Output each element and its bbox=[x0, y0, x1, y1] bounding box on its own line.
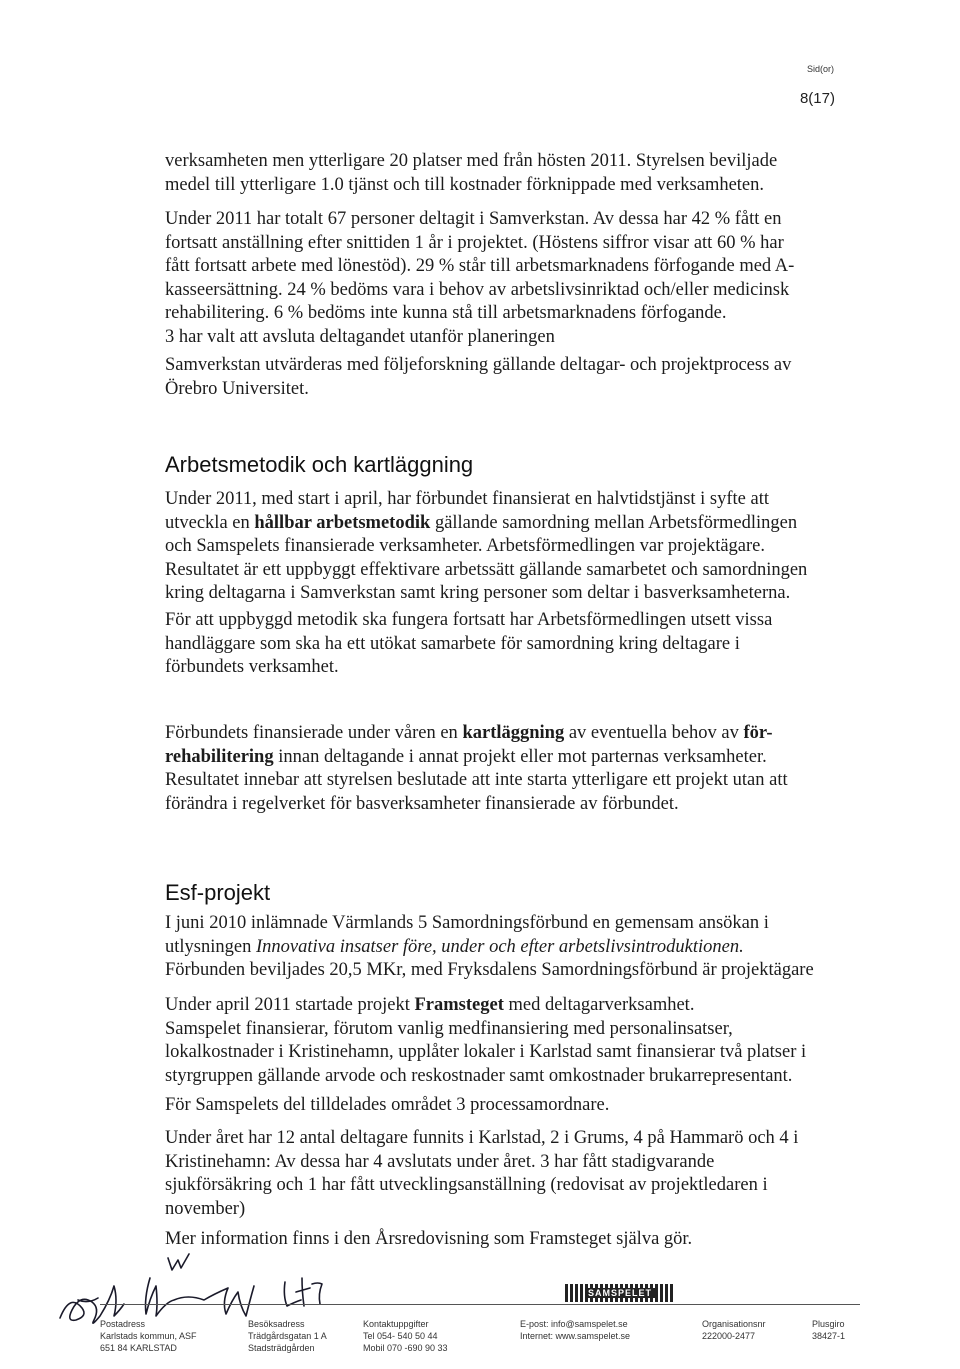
text-line bbox=[165, 722, 845, 746]
text-line: rehabilitering. 6 % bedöms inte kunna stå till arbetsmarknadens förfogande. bbox=[165, 303, 727, 323]
bold-term: Framsteget bbox=[414, 995, 504, 1015]
text-line bbox=[165, 936, 845, 960]
text-line: fortsatt anställning efter snittiden 1 år i projektet. (Höstens siffror visar att 60 % har bbox=[165, 232, 784, 253]
text-segment: gällande samordning mellan Arbetsförmedlingen bbox=[430, 512, 798, 533]
footer-value: Trädgårdsgatan 1 A bbox=[248, 1331, 327, 1341]
text-line: För att uppbyggd metodik ska fungera fortsatt har Arbetsförmedlingen utsett vissa bbox=[165, 610, 773, 630]
bold-term: hållbar arbetsmetodik bbox=[254, 512, 431, 533]
footer-value: Stadsträdgården bbox=[248, 1343, 315, 1353]
footer-label: Besöksadress bbox=[248, 1319, 305, 1329]
text-line: verksamheten men ytterligare 20 platser med från hösten 2011. Styrelsen beviljade bbox=[165, 151, 778, 171]
footer-value: 38427-1 bbox=[812, 1331, 846, 1341]
footer-website: Internet: www.samspelet.se bbox=[520, 1331, 631, 1341]
text-line: Mer information finns i den Årsredovisning som Framsteget själva gör. bbox=[165, 1229, 693, 1249]
text-line: Under året har 12 antal deltagare funnits i Karlstad, 2 i Grums, 4 på Hammarö och 4 i bbox=[165, 1128, 799, 1148]
text-line bbox=[165, 512, 845, 536]
handwritten-signatures bbox=[30, 1248, 360, 1328]
bold-term: kartläggning bbox=[462, 723, 565, 743]
intro-paragraph bbox=[165, 150, 845, 197]
footer-label: Postadress bbox=[100, 1319, 146, 1329]
italic-title: Innovativa insatser före, under och efter arbetslivsintroduktionen. bbox=[255, 936, 744, 957]
text-segment: utlysningen bbox=[165, 936, 256, 957]
bold-term: rehabilitering bbox=[165, 746, 274, 767]
text-line: För Samspelets del tilldelades området 3 processamordnare. bbox=[165, 1095, 610, 1115]
footer-postal-address bbox=[100, 1318, 197, 1354]
footer-label: Organisationsnr bbox=[702, 1319, 766, 1329]
text-line: Resultatet innebar att styrelsen beslutade att inte starta ytterligare ett projekt utan att bbox=[165, 770, 788, 790]
text-segment: med deltagarverksamhet. bbox=[503, 995, 695, 1015]
text-line: fått fortsatt arbete med lönestöd). 29 % står till arbetsmarknadens förfogande med A- bbox=[165, 256, 795, 276]
text-segment: utveckla en bbox=[165, 512, 255, 533]
text-line: Örebro Universitet. bbox=[165, 378, 309, 399]
text-segment: Förbundets finansierade under våren en bbox=[165, 723, 463, 743]
footer-value: Tel 054- 540 50 44 bbox=[363, 1331, 438, 1341]
text-line: Under 2011, med start i april, har förbundet finansierat en halvtidstjänst i syfte att bbox=[165, 489, 769, 509]
text-line: sjukförsäkring och 1 har fått utvecklingsanställning (redovisat av projektledaren i bbox=[165, 1175, 768, 1195]
footer-value: Karlstads kommun, ASF bbox=[100, 1331, 197, 1341]
bold-term: för- bbox=[743, 723, 773, 743]
footer-plusgiro bbox=[812, 1318, 845, 1342]
text-segment: innan deltagande i annat projekt eller mot parternas verksamheter. bbox=[273, 746, 767, 767]
sid-label: Sid(or) bbox=[806, 64, 834, 74]
text-line: medel till ytterligare 1.0 tjänst och till kostnader förknippade med verksamheten. bbox=[165, 174, 765, 195]
text-segment: av eventuella behov av bbox=[564, 723, 744, 743]
samspelet-logo bbox=[565, 1284, 675, 1302]
text-line: kasseersättning. 24 % bedöms vara i behov av arbetslivsinriktad och/eller medicinsk bbox=[165, 279, 790, 300]
footer-divider bbox=[100, 1304, 860, 1305]
text-line: kring deltagarna i Samverkstan samt kring personer som deltar i basverksamheterna. bbox=[165, 583, 791, 603]
footer-visit-address bbox=[248, 1318, 327, 1354]
text-line: lokalkostnader i Kristinehamn, upplåter lokaler i Karlstad samt finansierar två platser i bbox=[165, 1042, 807, 1062]
framsteget-paragraph bbox=[165, 994, 845, 1088]
page-number: 8(17) bbox=[799, 90, 835, 107]
arbetsmetodik-paragraph bbox=[165, 488, 845, 606]
footer-contact bbox=[363, 1318, 448, 1354]
esf-paragraph bbox=[165, 912, 845, 983]
text-segment: Under april 2011 startade projekt bbox=[165, 995, 415, 1015]
processamordnare-paragraph bbox=[165, 1094, 845, 1118]
text-line: november) bbox=[165, 1198, 246, 1219]
text-line bbox=[165, 746, 845, 770]
logo-text: SAMSPELET bbox=[585, 1288, 655, 1298]
footer-value: 222000-2477 bbox=[702, 1331, 756, 1341]
text-line: Under 2011 har totalt 67 personer deltagit i Samverkstan. Av dessa har 42 % fått en bbox=[165, 209, 782, 229]
evaluation-paragraph bbox=[165, 354, 845, 401]
footer-email: E-post: info@samspelet.se bbox=[520, 1319, 628, 1329]
footer-online bbox=[520, 1318, 630, 1342]
kartlaggning-paragraph bbox=[165, 722, 845, 816]
section-heading-esf: Esf-projekt bbox=[165, 880, 271, 905]
footer-org-number bbox=[702, 1318, 766, 1342]
text-line bbox=[165, 994, 845, 1018]
text-line: styrgruppen gällande arvode och reskostnader samt omkostnader brukarrepresentant. bbox=[165, 1065, 793, 1086]
text-line: Förbunden beviljades 20,5 MKr, med Fryksdalens Samordningsförbund är projektägare bbox=[165, 960, 814, 980]
deltagare-paragraph bbox=[165, 1127, 845, 1221]
text-line: handläggare som ska ha ett utökat samarbete för samordning kring deltagare i bbox=[165, 633, 740, 654]
text-line: Samverkstan utvärderas med följeforskning gällande deltagar- och projektprocess av bbox=[165, 355, 792, 375]
footer-label: Kontaktuppgifter bbox=[363, 1319, 429, 1329]
text-line: 3 har valt att avsluta deltagandet utanför planeringen bbox=[165, 326, 555, 347]
samverkstan-paragraph bbox=[165, 208, 845, 349]
footer-label: Plusgiro bbox=[812, 1319, 845, 1329]
text-line: och Samspelets finansierade verksamheter. Arbetsförmedlingen var projektägare. bbox=[165, 536, 766, 556]
section-heading-arbetsmetodik: Arbetsmetodik och kartläggning bbox=[165, 452, 474, 477]
footer-value: 651 84 KARLSTAD bbox=[100, 1343, 177, 1353]
text-line: förbundets verksamhet. bbox=[165, 657, 339, 677]
metodik-paragraph bbox=[165, 609, 845, 680]
text-line: Samspelet finansierar, förutom vanlig medfinansiering med personalinsatser, bbox=[165, 1018, 733, 1039]
text-line: Kristinehamn: Av dessa har 4 avslutats under året. 3 har fått stadigvarande bbox=[165, 1151, 715, 1172]
text-line: Resultatet är ett uppbyggt effektivare arbetssätt gällande samarbetet och samordningen bbox=[165, 559, 808, 580]
text-line: förändra i regelverket för basverksamheter finansierade av förbundet. bbox=[165, 793, 679, 814]
text-line: I juni 2010 inlämnade Värmlands 5 Samordningsförbund en gemensam ansökan i bbox=[165, 913, 769, 933]
footer-value: Mobil 070 -690 90 33 bbox=[363, 1343, 448, 1353]
